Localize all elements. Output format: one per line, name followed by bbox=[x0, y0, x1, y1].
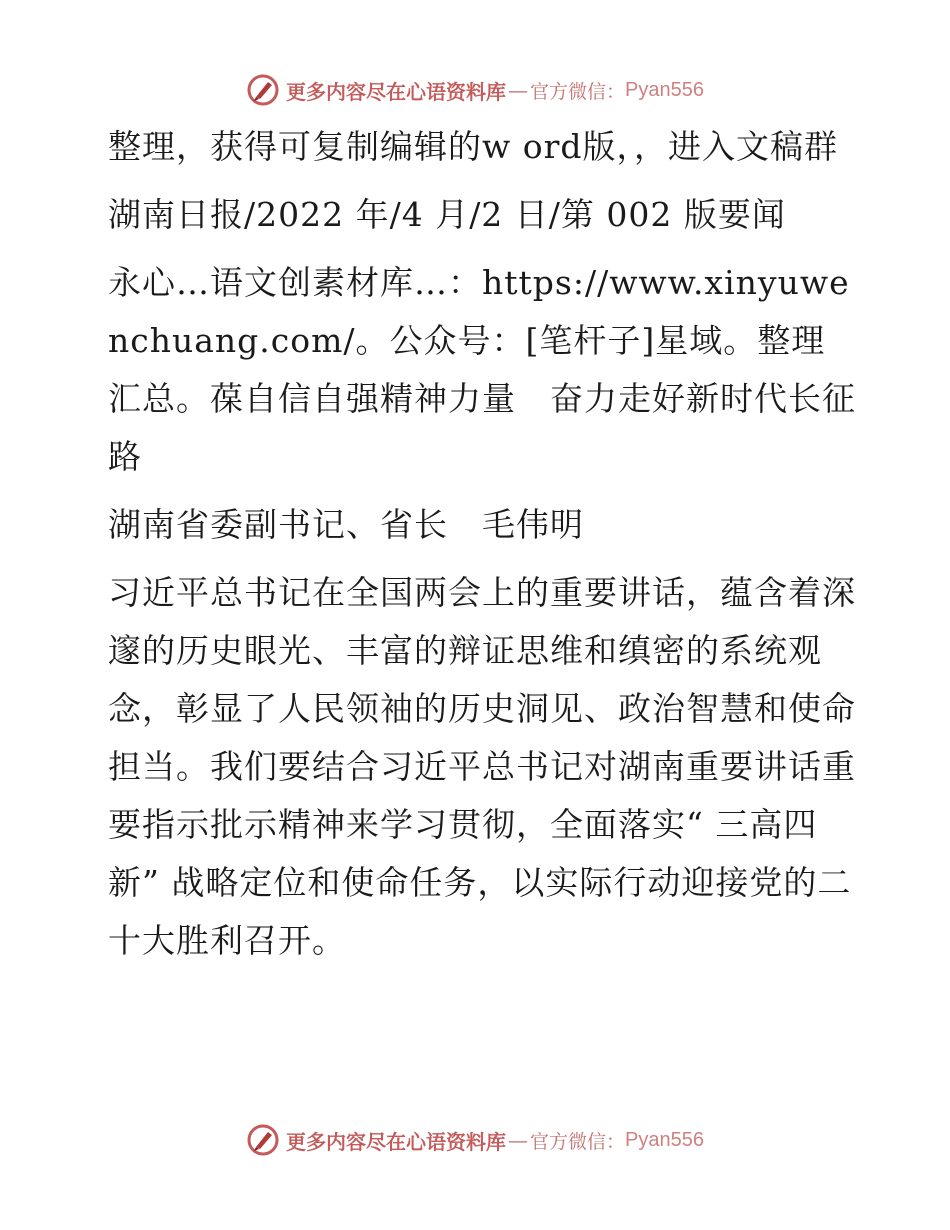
paragraph-author: 湖南省委副书记、省长 毛伟明 bbox=[108, 505, 584, 544]
quill-pen-logo-icon bbox=[246, 1123, 280, 1157]
paragraph-title: 永心…语文创素材库…：https://www.xinyuwenchuang.com/。公众号：[笔杆子]星域。整理汇总。葆自信自强精神力量 奋力走好新时代长征路 bbox=[108, 263, 856, 476]
paragraph-intro: 整理，获得可复制编辑的w ord版，，进入文稿群 bbox=[108, 127, 839, 166]
banner-wechat-id: Pyan556 bbox=[625, 78, 704, 101]
document-body bbox=[98, 118, 858, 980]
header-banner bbox=[0, 70, 950, 110]
footer-banner bbox=[0, 1120, 950, 1160]
banner-wechat-label: 官方微信： bbox=[530, 1130, 626, 1153]
banner-separator: — bbox=[508, 78, 528, 102]
banner-separator: — bbox=[508, 1128, 528, 1152]
quill-pen-logo-icon bbox=[246, 73, 280, 107]
banner-text: 更多内容尽在心语资料库 bbox=[286, 1129, 506, 1154]
banner-wechat-label: 官方微信： bbox=[530, 80, 626, 103]
banner-text: 更多内容尽在心语资料库 bbox=[286, 79, 506, 104]
banner-wechat-id: Pyan556 bbox=[625, 1128, 704, 1151]
paragraph-source: 湖南日报/2022 年/4 月/2 日/第 002 版要闻 bbox=[108, 195, 786, 234]
paragraph-body: 习近平总书记在全国两会上的重要讲话，蕴含着深邃的历史眼光、丰富的辩证思维和缜密的系统观念，彰显了人民领袖的历史洞见、政治智慧和使命担当。我们要结合习近平总书记对湖南重要讲话重要指示批示精神来学习贯彻，全面落实“ 三高四新” 战略定位和使命任务，以实际行动迎接党的二十大胜利召开。 bbox=[108, 573, 856, 960]
